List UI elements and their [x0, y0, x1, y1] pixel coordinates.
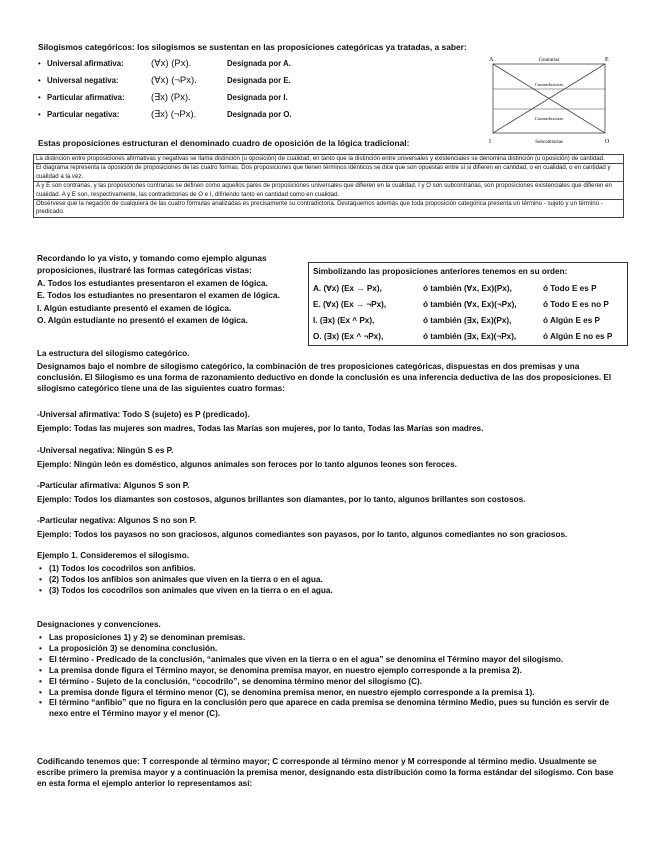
square-heading: Estas proposiciones estructuran el denominado cuadro de oposición de la lógica tradicional:	[38, 138, 410, 148]
definition-paragraph: Obsérvese que la negación de cualquiera de las cuatro fórmulas analizadas es precisamente su contradictoria. Destaquemos además que toda proposición categórica presenta un término - sujeto y un término - predicado.	[36, 200, 603, 216]
list-item: • La premisa donde figura el término menor (C), se denomina premisa menor, en nuestro ejemplo corresponde a la premisa 1).	[37, 688, 619, 699]
list-item: • (1) Todos los cocodrilos son anfibios.	[37, 564, 619, 575]
contradictorias-label: Contradictorias	[534, 116, 564, 121]
examples-block	[37, 252, 305, 327]
proposition-designation: Designada por O.	[227, 109, 292, 119]
definitions-box	[33, 154, 624, 218]
corner-label-e: E	[605, 57, 609, 63]
form-example: Ejemplo: Todos los diamantes son costosos, algunos brillantes son diamantes, por lo tanto, algunos brillantes son costosos.	[37, 495, 526, 504]
contrarias-label: Contrarias	[538, 58, 560, 63]
list-item: • El término - Sujeto de la conclusión, “cocodrilo”, se denomina término menor del silogismo (C).	[37, 677, 619, 688]
examples-intro: Recordando lo ya visto, y tomando como ejemplo algunas	[37, 253, 267, 263]
proposition-row: • Particular negativa: (∃x) (¬Px). Designada por O.	[38, 108, 292, 120]
example1-title: Ejemplo 1. Consideremos el silogismo.	[37, 551, 189, 560]
corner-label-o: O	[605, 139, 610, 145]
form-title: -Particular afirmativa: Algunos S son P.	[37, 481, 190, 490]
corner-label-i: I	[489, 139, 491, 145]
example-item: E. Todos los estudiantes no presentaron el examen de lógica.	[37, 290, 280, 301]
proposition-designation: Designada por A.	[227, 58, 291, 68]
list-item: • El término “anfibio” que no figura en la conclusión pero que aparece en cada premisa se denomina término Medio, pues su función es servir de nexo entre el Término mayor y el menor (C).	[37, 698, 619, 720]
example-item: O. Algún estudiante no presentó el examen de lógica.	[37, 315, 248, 326]
proposition-designation: Designada por I.	[227, 92, 288, 102]
symbolization-title: Simbolizando las proposiciones anteriores tenemos en su orden:	[313, 267, 568, 276]
symbolization-row: E. (∀x) (Ex → ¬Px), ó también (∀x, Ex)(¬Px), ó Todo E es no P	[313, 299, 609, 309]
list-item: • (3) Todos los cocodrilos son animales que viven en la tierra o en el agua.	[37, 586, 619, 597]
definition-paragraph: El diagrama representa la oposición de proposiciones de las cuatro formas. Dos proposiciones que tienen términos idénticos se dice que son opuestas entre sí si difieren en cantidad, o en cualidad, o en cantidad y cualidad a la vez.	[34, 164, 623, 182]
list-item: • El término - Predicado de la conclusión, “animales que viven en la tierra o en el agua” se denomina el Término mayor del silogismo.	[37, 655, 619, 666]
proposition-row: • Particular afirmativa: (∃x) (Px). Designada por I.	[38, 91, 288, 103]
square-of-opposition-diagram	[485, 54, 620, 146]
list-item: • Las proposiciones 1) y 2) se denominan premisas.	[37, 633, 619, 644]
proposition-name: Universal afirmativa:	[47, 58, 124, 68]
definition-paragraph: La distinción entre proposiciones afirmativas y negativas se llama distinción (u oposición) de cualidad, en tanto que la distinción entre universales y existenciales se denomina distinción (u oposición) de cantidad.	[34, 155, 623, 164]
proposition-formula: (∃x) (¬Px).	[151, 108, 197, 120]
form-title: -Particular negativa: Algunos S no son P.	[37, 516, 197, 525]
proposition-formula: (∃x) (Px).	[151, 91, 191, 103]
structure-text: Designamos bajo el nombre de silogismo categórico, la combinación de tres proposiciones categóricas, dispuestas en dos premisas y una conclusión. El Silogismo es una forma de razonamiento deductivo en donde la conclusión es una inferencia deductiva de las dos proposiciones. El silogismo categórico tiene una de las siguientes cuatro formas:	[37, 362, 612, 393]
subcontrarias-label: Subcontrarias	[535, 140, 563, 145]
form-title: -Universal afirmativa: Todo S (sujeto) es P (predicado).	[37, 410, 250, 419]
form-title: -Universal negativa: Ningún S es P.	[37, 446, 174, 455]
symbolization-row: I. (∃x) (Ex ^ Px), ó también (∃x, Ex)(Px), ó Algún E es P	[313, 315, 601, 325]
contradictorias-label: Contradictorias	[534, 82, 564, 87]
proposition-formula: (∀x) (Px).	[151, 57, 192, 69]
example1-list	[37, 564, 619, 597]
proposition-row: • Universal afirmativa: (∀x) (Px). Designada por A.	[38, 57, 291, 69]
list-item: • La proposición 3) se denomina conclusión.	[37, 644, 619, 655]
symbolization-box	[308, 262, 628, 346]
intro-text: Silogismos categóricos: los silogismos se sustentan en las proposiciones categóricas ya tratadas, a saber:	[38, 42, 467, 52]
corner-label-a: A	[489, 57, 494, 63]
symbolization-row: A. (∀x) (Ex → Px), ó también (∀x, Ex)(Px), ó Todo E es P	[313, 283, 597, 293]
proposition-name: Particular afirmativa:	[47, 92, 125, 102]
structure-title: La estructura del silogismo categórico.	[37, 349, 190, 358]
examples-intro: proposiciones, ilustraré las formas categóricas vistas:	[37, 265, 252, 276]
proposition-name: Particular negativa:	[47, 109, 120, 119]
form-example: Ejemplo: Ningún león es doméstico, algunos animales son feroces por lo tanto algunos leones son feroces.	[37, 460, 457, 469]
designations-title: Designaciones y convenciones.	[37, 620, 161, 629]
list-item: • (2) Todos los anfibios son animales que viven en la tierra o en el agua.	[37, 575, 619, 586]
example-item: A. Todos los estudiantes presentaron el examen de lógica.	[37, 277, 268, 288]
proposition-name: Universal negativa:	[47, 75, 119, 85]
coding-paragraph: Codificando tenemos que: T corresponde al término mayor; C corresponde al término menor y M corresponde al término medio. Usualmente se escribe primero la premisa mayor y a continuación la premisa menor, designando esta distribución como la forma estándar del silogismo. Con base en esta forma el ejemplo anterior lo representamos así:	[37, 757, 614, 788]
symbolization-row: O. (∃x) (Ex ^ ¬Px), ó también (∃x, Ex)(¬Px), ó Algún E no es P	[313, 331, 613, 341]
form-example: Ejemplo: Todas las mujeres son madres, Todas las Marías son mujeres, por lo tanto, Todas las Marías son madres.	[37, 424, 484, 433]
example-item: I. Algún estudiante presentó el examen de lógica.	[37, 302, 232, 313]
definition-paragraph: A y E son contrarias, y las proposiciones contrarias se definen como aquellos pares de proposiciones universales que difieren en la cualidad. I y O son subcontrarias, son proposiciones existenciales que difieren en cualidad. A y E son, respectivamente, las contradictorias de O e I, difiriendo tanto en cantidad como en cualidad.	[34, 182, 623, 200]
form-example: Ejemplo: Todos los payasos no son graciosos, algunos comediantes son payasos, por lo tanto, algunos comediantes no son graciosos.	[37, 530, 568, 539]
proposition-formula: (∀x) (¬Px).	[151, 74, 197, 86]
proposition-designation: Designada por E.	[227, 75, 291, 85]
designations-list	[37, 633, 619, 720]
list-item: • La premisa donde figura el Término mayor, se denomina premisa mayor, en nuestro ejemplo corresponde a la premisa 2).	[37, 666, 619, 677]
proposition-row: • Universal negativa: (∀x) (¬Px). Designada por E.	[38, 74, 291, 86]
